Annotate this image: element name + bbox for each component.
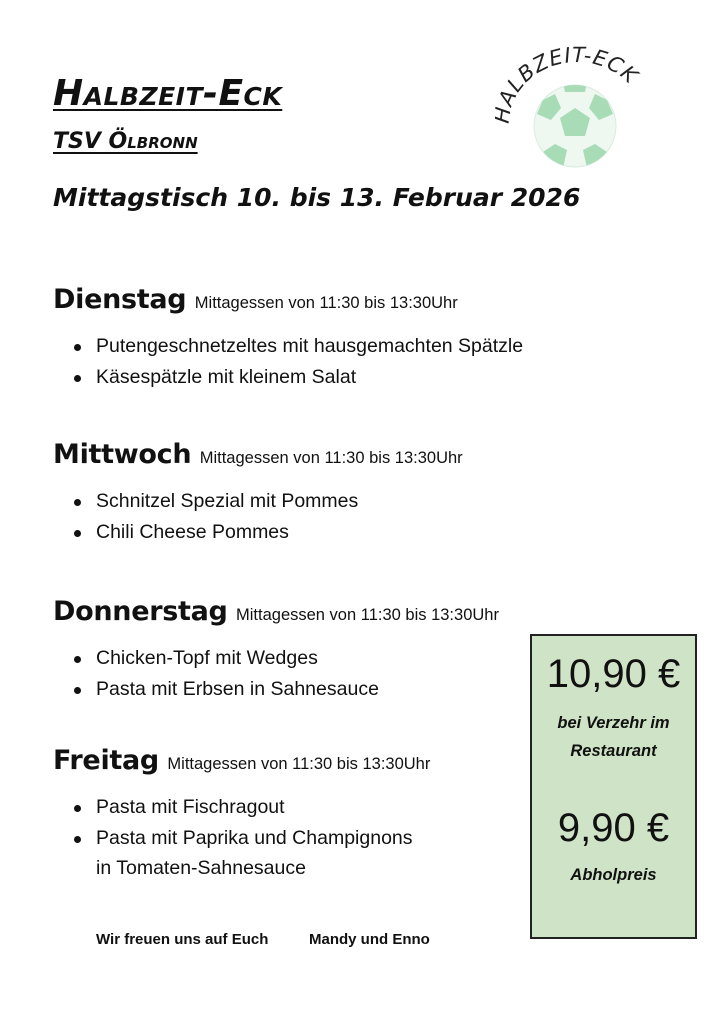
list-item: Pasta mit Paprika und Champignons bbox=[74, 823, 430, 854]
day-section-mittwoch bbox=[53, 439, 463, 547]
dine-in-label-line1: bei Verzehr im bbox=[557, 714, 670, 732]
day-time: Mittagessen von 11:30 bis 13:30Uhr bbox=[167, 755, 431, 773]
list-item: Putengeschnetzeltes mit hausgemachten Spätzle bbox=[74, 331, 523, 362]
footer-signature: Mandy und Enno bbox=[309, 931, 430, 948]
bullet-icon bbox=[74, 499, 81, 506]
day-section-dienstag bbox=[53, 284, 523, 392]
list-item: Pasta mit Erbsen in Sahnesauce bbox=[74, 674, 499, 705]
bullet-icon bbox=[74, 805, 81, 812]
takeaway-price: 9,90 € bbox=[557, 806, 670, 850]
page-title: Halbzeit-Eck bbox=[53, 73, 283, 114]
list-item: Käsespätzle mit kleinem Salat bbox=[74, 362, 523, 393]
day-name: Donnerstag bbox=[53, 596, 228, 627]
menu-headline: Mittagstisch 10. bis 13. Februar 2026 bbox=[53, 183, 581, 212]
list-item-continuation: in Tomaten-Sahnesauce bbox=[96, 857, 306, 879]
club-name: TSV Ölbronn bbox=[53, 129, 198, 154]
day-name: Freitag bbox=[53, 745, 159, 776]
list-item: Pasta mit Fischragout bbox=[74, 792, 430, 823]
bullet-icon bbox=[74, 836, 81, 843]
day-time: Mittagessen von 11:30 bis 13:30Uhr bbox=[194, 294, 458, 312]
price-box bbox=[530, 634, 697, 939]
day-time: Mittagessen von 11:30 bis 13:30Uhr bbox=[199, 449, 463, 467]
list-item: Chili Cheese Pommes bbox=[74, 517, 463, 548]
day-time: Mittagessen von 11:30 bis 13:30Uhr bbox=[236, 606, 499, 624]
bullet-icon bbox=[74, 375, 81, 382]
list-item: Schnitzel Spezial mit Pommes bbox=[74, 486, 463, 517]
dine-in-label-line2: Restaurant bbox=[570, 742, 657, 760]
footer-greeting: Wir freuen uns auf Euch bbox=[96, 931, 269, 948]
bullet-icon bbox=[74, 687, 81, 694]
halbzeit-eck-logo bbox=[495, 38, 655, 178]
dine-in-price: 10,90 € bbox=[546, 652, 681, 696]
day-section-freitag bbox=[53, 745, 430, 884]
bullet-icon bbox=[74, 344, 81, 351]
day-name: Mittwoch bbox=[53, 439, 192, 470]
bullet-icon bbox=[74, 656, 81, 663]
logo-text: ALBZEIT-ECK bbox=[495, 42, 643, 110]
day-name: Dienstag bbox=[53, 284, 187, 315]
bullet-icon bbox=[74, 530, 81, 537]
takeaway-label: Abholpreis bbox=[570, 866, 657, 884]
list-item: Chicken-Topf mit Wedges bbox=[74, 643, 499, 674]
day-section-donnerstag bbox=[53, 596, 499, 704]
